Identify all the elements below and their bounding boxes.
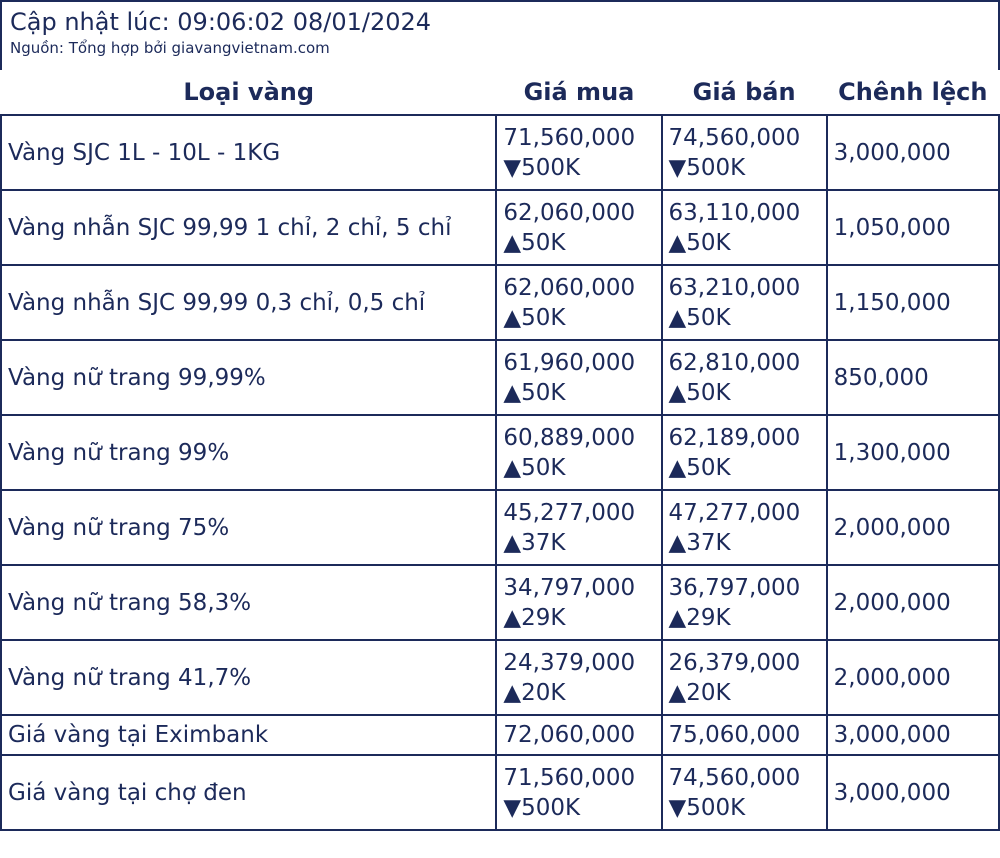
price-difference: 2,000,000 <box>833 589 951 616</box>
buy-change: ▲50K <box>503 454 566 481</box>
sell-change: ▼500K <box>668 794 746 821</box>
price-difference: 1,050,000 <box>833 214 951 241</box>
buy-price: 71,560,000 <box>503 764 636 791</box>
gold-type-name: Giá vàng tại Eximbank <box>8 722 269 748</box>
difference-cell <box>827 340 999 415</box>
sell-price-cell <box>662 340 827 415</box>
gold-type-cell <box>1 490 496 565</box>
buy-change: ▲50K <box>503 304 566 331</box>
gold-type-name: Vàng nữ trang 58,3% <box>8 589 252 616</box>
sell-price-cell <box>662 715 827 755</box>
difference-cell <box>827 115 999 190</box>
buy-change: ▼500K <box>503 794 581 821</box>
price-difference: 1,300,000 <box>833 439 951 466</box>
sell-price: 63,110,000 <box>668 199 801 226</box>
buy-price-cell <box>496 755 661 830</box>
sell-change: ▲50K <box>668 379 731 406</box>
difference-cell <box>827 415 999 490</box>
gold-type-cell <box>1 115 496 190</box>
buy-price-cell <box>496 265 661 340</box>
buy-price: 71,560,000 <box>503 124 636 151</box>
buy-price-cell <box>496 415 661 490</box>
buy-change: ▲50K <box>503 379 566 406</box>
column-header-buy: Giá mua <box>523 78 635 106</box>
sell-price-cell <box>662 115 827 190</box>
sell-change: ▲20K <box>668 679 731 706</box>
difference-cell <box>827 265 999 340</box>
sell-change: ▲50K <box>668 454 731 481</box>
sell-price: 47,277,000 <box>668 499 801 526</box>
buy-price: 45,277,000 <box>503 499 636 526</box>
buy-price: 60,889,000 <box>503 424 636 451</box>
buy-change: ▼500K <box>503 154 581 181</box>
sell-price-cell <box>662 190 827 265</box>
gold-type-cell <box>1 415 496 490</box>
buy-change: ▲50K <box>503 229 566 256</box>
buy-change: ▲20K <box>503 679 566 706</box>
difference-cell <box>827 565 999 640</box>
buy-price: 62,060,000 <box>503 274 636 301</box>
table-row <box>1 415 999 490</box>
column-header-type: Loại vàng <box>183 78 315 106</box>
buy-price-cell <box>496 715 661 755</box>
sell-change: ▼500K <box>668 154 746 181</box>
price-difference: 1,150,000 <box>833 289 951 316</box>
table-row <box>1 265 999 340</box>
column-header-diff: Chênh lệch <box>838 78 988 106</box>
table-header-row <box>1 70 999 115</box>
table-row <box>1 115 999 190</box>
sell-price: 26,379,000 <box>668 649 801 676</box>
sell-change: ▲50K <box>668 229 731 256</box>
column-header-sell: Giá bán <box>692 78 796 106</box>
price-difference: 850,000 <box>833 364 929 391</box>
gold-type-cell <box>1 340 496 415</box>
gold-type-name: Giá vàng tại chợ đen <box>8 779 247 806</box>
sell-price: 74,560,000 <box>668 124 801 151</box>
sell-price: 62,189,000 <box>668 424 801 451</box>
buy-price-cell <box>496 565 661 640</box>
buy-change: ▲37K <box>503 529 566 556</box>
sell-price-cell <box>662 415 827 490</box>
table-row <box>1 715 999 755</box>
price-difference: 3,000,000 <box>833 779 951 806</box>
buy-price-cell <box>496 340 661 415</box>
sell-change: ▲37K <box>668 529 731 556</box>
gold-type-cell <box>1 715 496 755</box>
price-difference: 3,000,000 <box>833 139 951 166</box>
buy-price-cell <box>496 640 661 715</box>
gold-type-cell <box>1 190 496 265</box>
buy-price: 34,797,000 <box>503 574 636 601</box>
sell-price: 63,210,000 <box>668 274 801 301</box>
table-body <box>1 115 999 830</box>
gold-type-cell <box>1 265 496 340</box>
sell-change: ▲50K <box>668 304 731 331</box>
table-row <box>1 640 999 715</box>
gold-type-cell <box>1 565 496 640</box>
difference-cell <box>827 190 999 265</box>
buy-price-cell <box>496 115 661 190</box>
sell-price-cell <box>662 265 827 340</box>
difference-cell <box>827 640 999 715</box>
buy-price: 62,060,000 <box>503 199 636 226</box>
buy-price-cell <box>496 190 661 265</box>
sell-price-cell <box>662 565 827 640</box>
buy-price: 72,060,000 <box>503 722 636 748</box>
difference-cell <box>827 715 999 755</box>
sell-change: ▲29K <box>668 604 731 631</box>
gold-type-name: Vàng SJC 1L - 10L - 1KG <box>8 139 281 166</box>
gold-type-name: Vàng nhẫn SJC 99,99 1 chỉ, 2 chỉ, 5 chỉ <box>8 214 452 241</box>
difference-cell <box>827 755 999 830</box>
sell-price: 75,060,000 <box>668 722 801 748</box>
table-row <box>1 340 999 415</box>
table-row <box>1 565 999 640</box>
sell-price-cell <box>662 755 827 830</box>
gold-type-name: Vàng nữ trang 75% <box>8 514 230 541</box>
table-row <box>1 490 999 565</box>
gold-type-cell <box>1 640 496 715</box>
gold-type-name: Vàng nữ trang 99,99% <box>8 364 266 391</box>
gold-type-name: Vàng nhẫn SJC 99,99 0,3 chỉ, 0,5 chỉ <box>8 289 426 316</box>
gold-type-name: Vàng nữ trang 41,7% <box>8 664 252 691</box>
price-difference: 2,000,000 <box>833 664 951 691</box>
buy-price-cell <box>496 490 661 565</box>
buy-price: 61,960,000 <box>503 349 636 376</box>
buy-price: 24,379,000 <box>503 649 636 676</box>
source-note: Nguồn: Tổng hợp bởi giavangvietnam.com <box>10 39 330 57</box>
sell-price: 62,810,000 <box>668 349 801 376</box>
gold-type-name: Vàng nữ trang 99% <box>8 439 230 466</box>
sell-price: 74,560,000 <box>668 764 801 791</box>
sell-price-cell <box>662 490 827 565</box>
sell-price: 36,797,000 <box>668 574 801 601</box>
sell-price-cell <box>662 640 827 715</box>
gold-type-cell <box>1 755 496 830</box>
table-row <box>1 190 999 265</box>
table-row <box>1 755 999 830</box>
price-difference: 3,000,000 <box>833 722 951 748</box>
buy-change: ▲29K <box>503 604 566 631</box>
header <box>0 0 1000 70</box>
gold-price-table <box>0 70 1000 831</box>
updated-time: Cập nhật lúc: 09:06:02 08/01/2024 <box>10 8 432 36</box>
price-difference: 2,000,000 <box>833 514 951 541</box>
difference-cell <box>827 490 999 565</box>
